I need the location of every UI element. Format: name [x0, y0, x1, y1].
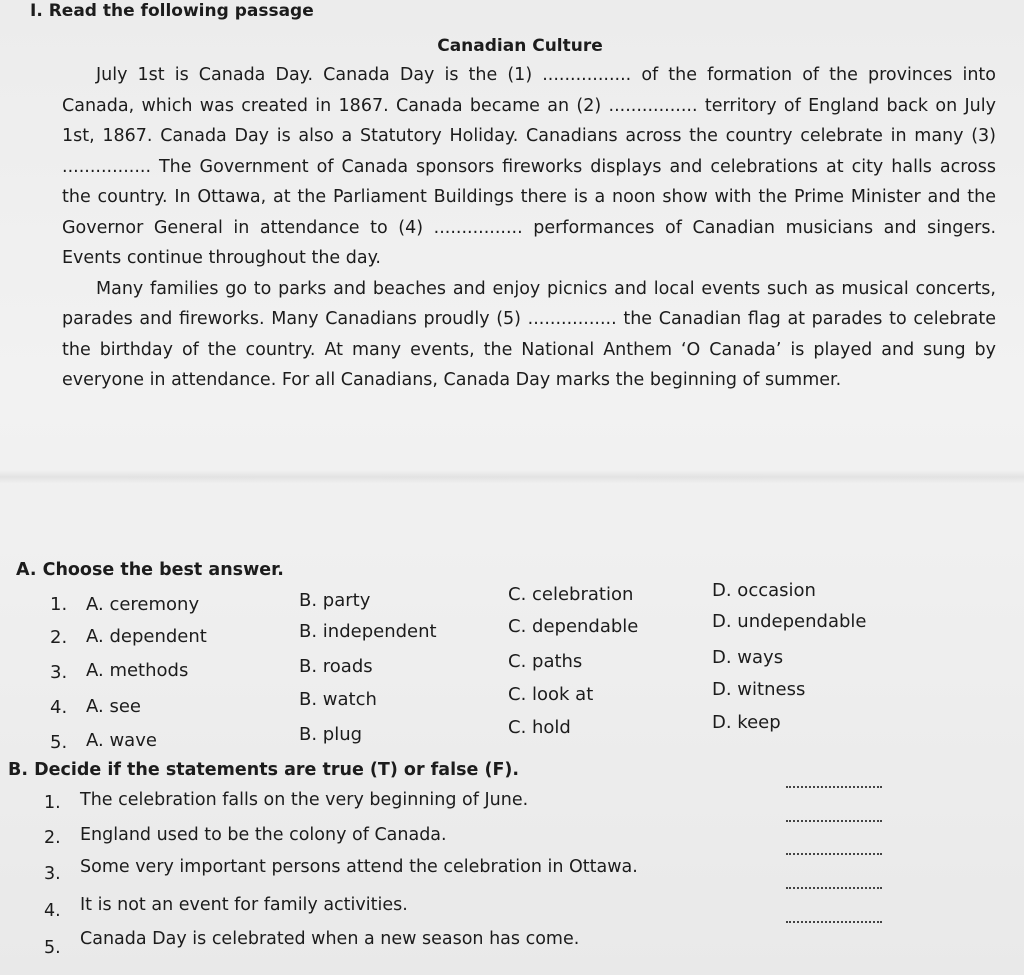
option-b: B. party [299, 590, 371, 611]
paragraph-1 [62, 60, 996, 274]
statement-text: England used to be the colony of Canada. [80, 825, 447, 845]
option-d: D. ways [712, 647, 784, 668]
passage-text: July 1st is Canada Day. Canada Day is the (1) [96, 65, 543, 85]
option-a: A. ceremony [86, 594, 200, 615]
option-d: D. occasion [712, 580, 816, 601]
option-b: B. watch [299, 689, 377, 710]
option-d: D. witness [712, 679, 806, 700]
statement-text: It is not an event for family activities. [80, 895, 408, 915]
option-a: A. methods [86, 660, 189, 681]
section-a-title: A. Choose the best answer. [16, 560, 284, 580]
option-c: C. celebration [508, 584, 634, 605]
passage-title: Canadian Culture [437, 36, 603, 56]
statement-text: The celebration falls on the very beginning of June. [80, 790, 529, 810]
question-number: 2. [50, 627, 68, 648]
option-b: B. roads [299, 656, 373, 677]
option-c: C. paths [508, 651, 583, 672]
statement-number: 5. [44, 938, 61, 958]
page-fold-shadow [0, 470, 1024, 484]
passage-text: performances of Canadian musicians and singers. Events continue throughout the day. [62, 217, 997, 268]
passage-text: The Government of Canada sponsors fireworks displays and celebrations at city halls across the country. In Ottawa, at the Parliament Buildings there is a noon show with the Prime Minister and the Governor General in attendance to (4) [62, 156, 996, 238]
statement-text: Some very important persons attend the celebration in Ottawa. [80, 857, 638, 877]
section-b-title: B. Decide if the statements are true (T) or false (F). [8, 760, 520, 780]
blank-3: ................ [62, 156, 152, 177]
answer-blank[interactable] [786, 921, 882, 923]
option-b: B. independent [299, 621, 437, 642]
option-a: A. dependent [86, 626, 207, 647]
blank-4: ................ [433, 217, 523, 238]
statement-number: 3. [44, 864, 61, 884]
option-c: C. hold [508, 717, 571, 738]
passage-text: the Canadian flag at parades to celebrate the birthday of the country. At many events, the National Anthem ‘O Canada’ is played and sung by everyone in attendance. For all Canadians, Canada Day marks the beginning of summer. [62, 309, 996, 390]
passage-text: Many families go to parks and beaches and enjoy picnics and local events such as musical concerts, parades and fireworks. Many Canadians proudly (5) [62, 278, 996, 329]
option-c: C. look at [508, 684, 594, 705]
passage-text: of the formation of the provinces into Canada, which was created in 1867. Canada became an (2) [62, 65, 997, 116]
blank-5: ................ [527, 309, 617, 329]
blank-2: ................ [608, 95, 698, 116]
question-number: 3. [50, 662, 68, 683]
option-a: A. see [86, 696, 141, 717]
option-a: A. wave [86, 730, 157, 751]
answer-blank[interactable] [786, 853, 882, 855]
option-c: C. dependable [508, 616, 639, 637]
answer-blank[interactable] [786, 786, 882, 788]
option-d: D. keep [712, 712, 781, 733]
option-d: D. undependable [712, 611, 867, 632]
section-heading: I. Read the following passage [30, 1, 314, 21]
statement-number: 4. [44, 901, 61, 921]
passage [62, 60, 996, 396]
blank-1: ................ [542, 65, 632, 85]
statement-number: 1. [44, 793, 61, 813]
option-b: B. plug [299, 724, 363, 745]
statement-text: Canada Day is celebrated when a new season has come. [80, 929, 580, 949]
question-number: 4. [50, 697, 68, 718]
question-number: 1. [50, 594, 68, 615]
statement-number: 2. [44, 828, 61, 848]
passage-text: territory of England back on July 1st, 1867. Canada Day is also a Statutory Holiday. Canadians across the country celebrate in many (3) [62, 95, 996, 146]
answer-blank[interactable] [786, 887, 882, 889]
answer-blank[interactable] [786, 820, 882, 822]
paragraph-2 [62, 274, 996, 396]
question-number: 5. [50, 732, 68, 753]
